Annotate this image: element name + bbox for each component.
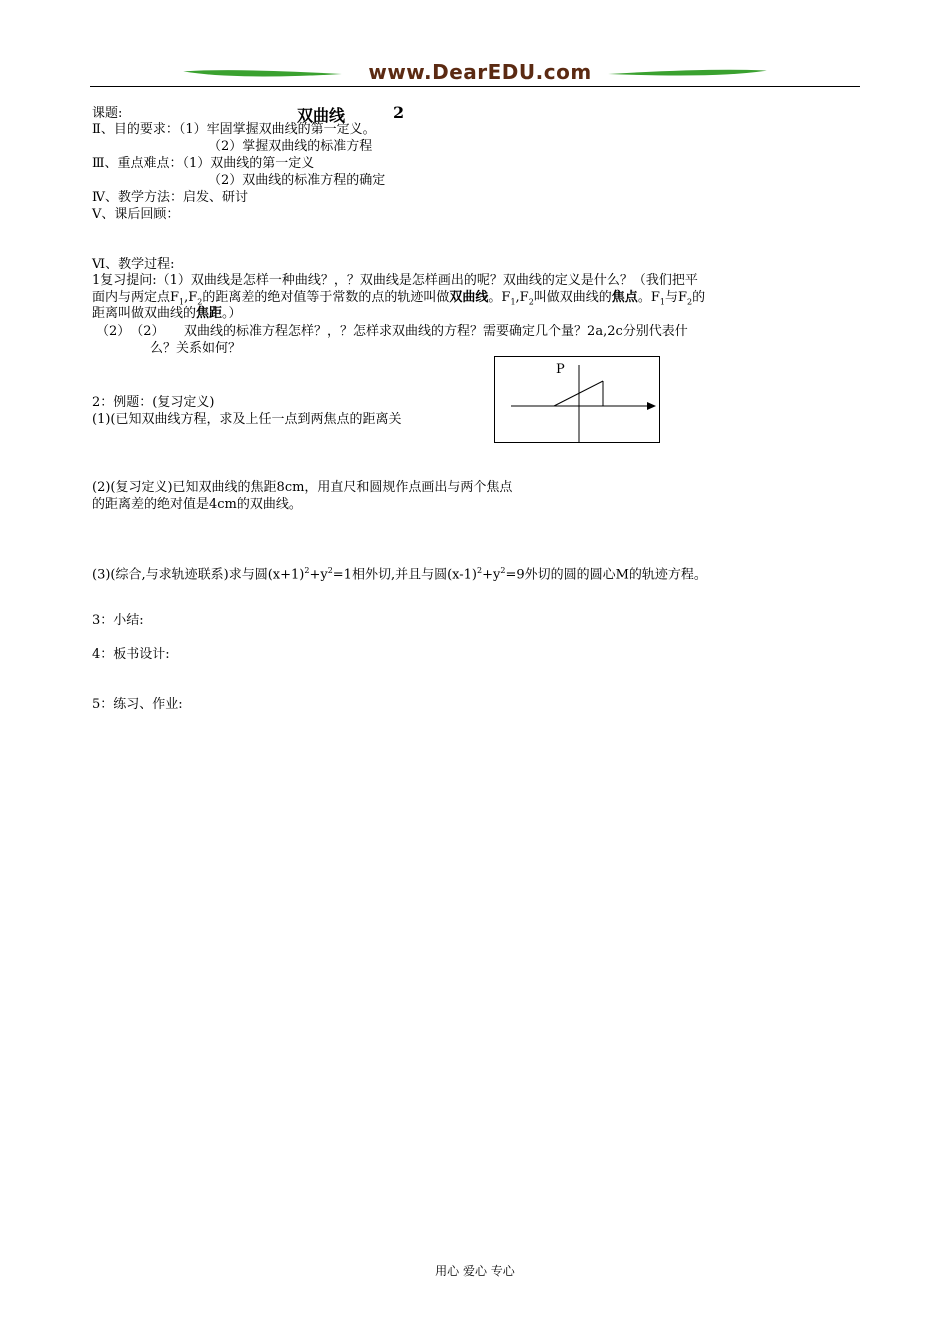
process-heading: Ⅵ、教学过程: bbox=[92, 257, 175, 272]
term-hyperbola: 双曲线 bbox=[449, 290, 489, 305]
review-question-1-line-1: 1复习提问:（1）双曲线是怎样一种曲线？，？双曲线是怎样画出的呢？双曲线的定义是什么？（我们把平 bbox=[92, 273, 698, 288]
key-points-line-1: Ⅲ、重点难点：（1）双曲线的第一定义 bbox=[92, 156, 315, 171]
page-footer: 用心 爱心 专心 bbox=[435, 1264, 515, 1278]
hyperbola-figure bbox=[494, 356, 660, 443]
review-question-2-line-1: （2） （2） 双曲线的标准方程怎样？，？怎样求双曲线的方程？需要确定几个量？2a,2c分别代表什 bbox=[96, 324, 688, 339]
page-title: 双曲线 bbox=[297, 106, 346, 125]
objective-line-2: （2）掌握双曲线的标准方程 bbox=[208, 139, 373, 154]
example-2-line-1: (2)(复习定义)已知双曲线的焦距8cm，用直尺和圆规作点画出与两个焦点 bbox=[92, 480, 513, 495]
term-focus: 焦点 bbox=[611, 290, 638, 305]
after-class-review: Ⅴ、课后回顾： bbox=[92, 207, 180, 222]
board-design-heading: 4：板书设计: bbox=[92, 647, 170, 662]
example-3: (3)(综合,与求轨迹联系)求与圆$(x+1)^2+y^2=1$相外切,并且与圆$(x-1)^2+y^2=9$外切的圆的圆心M的轨迹方程。 bbox=[92, 566, 707, 583]
review-question-1-line-3: 距离叫做双曲线的焦距。） bbox=[92, 306, 242, 321]
title-label: 课题: bbox=[92, 106, 123, 121]
review-question-1-line-2: 面内与两定点$F_1,F_2$的距离差的绝对值等于常数的点的轨迹叫做双曲线。$F_1,F_2$叫做双曲线的焦点。$F_1$与$F_2$的 bbox=[92, 290, 706, 307]
review-question-2-line-2: 么？关系如何？ bbox=[150, 341, 242, 356]
homework-heading: 5：练习、作业: bbox=[92, 697, 183, 712]
key-points-line-2: （2）双曲线的标准方程的确定 bbox=[208, 173, 386, 188]
teaching-method: Ⅳ、教学方法：启发、研讨 bbox=[92, 190, 248, 205]
right-swoosh-decoration bbox=[595, 68, 780, 80]
left-swoosh-decoration bbox=[170, 68, 355, 80]
point-p-label: P bbox=[556, 362, 565, 377]
examples-heading: 2：例题：(复习定义) bbox=[92, 395, 215, 410]
term-focal-distance: 焦距 bbox=[196, 306, 223, 321]
page-title-number: 2 bbox=[393, 103, 405, 122]
summary-heading: 3：小结: bbox=[92, 613, 144, 628]
page-header bbox=[90, 60, 860, 90]
site-logo: www.DearEDU.com bbox=[368, 60, 592, 84]
example-2-line-2: 的距离差的绝对值是4cm的双曲线。 bbox=[92, 497, 302, 512]
objective-line-1: Ⅱ、目的要求：（1）牢固掌握双曲线的第一定义。 bbox=[92, 122, 376, 137]
header-rule bbox=[90, 86, 860, 87]
example-1: (1)(已知双曲线方程，求及上任一点到两焦点的距离关 bbox=[92, 412, 402, 427]
figure-drawing bbox=[495, 357, 659, 442]
